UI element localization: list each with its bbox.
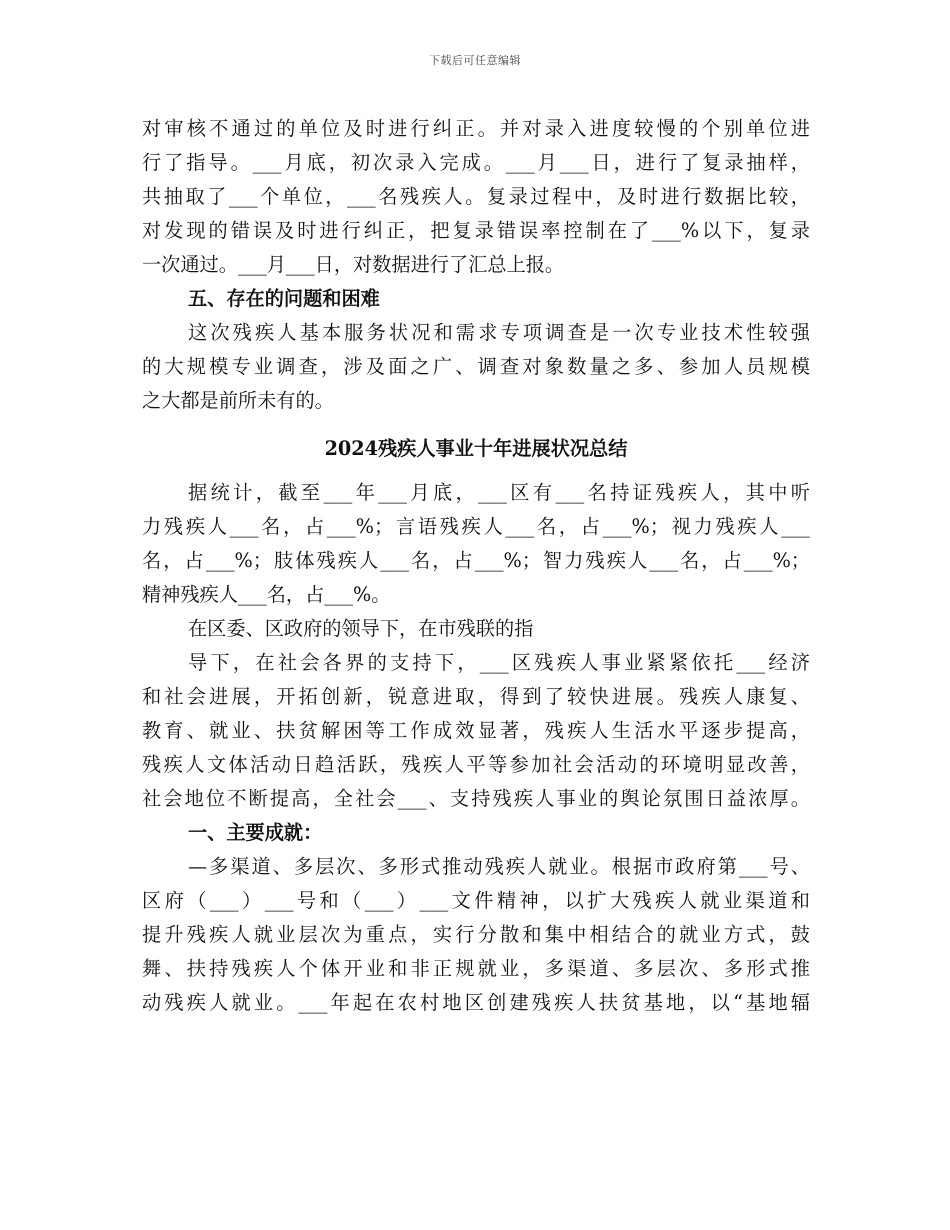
- paragraph-line: 据统计，截至___年___月底，___区有___名持证残疾人，其中听: [188, 481, 810, 504]
- paragraph-line: 在区委、区政府的领导下，在市残联的指: [188, 617, 534, 640]
- paragraph-line: 对审核不通过的单位及时进行纠正。并对录入进度较慢的个别单位进: [142, 117, 810, 140]
- paragraph-line: 精神残疾人___名，占___%。: [142, 583, 391, 606]
- paragraph-line: —多渠道、多层次、多形式推动残疾人就业。根据市政府第___号、: [188, 855, 810, 878]
- paragraph-line: 残疾人文体活动日趋活跃，残疾人平等参加社会活动的环境明显改善，: [142, 753, 810, 776]
- paragraph-line: 动残疾人就业。___年起在农村地区创建残疾人扶贫基地，以“基地辐: [142, 991, 810, 1014]
- paragraph-line: 导下，在社会各界的支持下，___区残疾人事业紧紧依托___经济: [188, 651, 810, 674]
- document-body: [142, 112, 810, 1020]
- paragraph-line: 和社会进展，开拓创新，锐意进取，得到了较快进展。残疾人康复、: [142, 685, 810, 708]
- section-heading: 一、主要成就：: [188, 821, 323, 844]
- document-title: 2024残疾人事业十年进展状况总结: [324, 437, 628, 460]
- paragraph-line: 这次残疾人基本服务状况和需求专项调查是一次专业技术性较强: [188, 321, 810, 344]
- paragraph-line: 的大规模专业调查，涉及面之广、调查对象数量之多、参加人员规模: [142, 355, 810, 378]
- paragraph-line: 行了指导。___月底，初次录入完成。___月___日，进行了复录抽样，: [142, 151, 810, 174]
- paragraph-line: 教育、就业、扶贫解困等工作成效显著，残疾人生活水平逐步提高，: [142, 719, 810, 742]
- paragraph-line: 之大都是前所未有的。: [142, 389, 334, 412]
- paragraph-line: 对发现的错误及时进行纠正，把复录错误率控制在了___%以下，复录: [142, 219, 810, 242]
- paragraph-line: 名，占___%；肢体残疾人___名，占___%；智力残疾人___名，占___%；: [142, 549, 810, 572]
- page-header: 下载后可任意编辑: [429, 54, 521, 67]
- paragraph-line: 力残疾人___名，占___%；言语残疾人___名，占___%；视力残疾人___: [142, 515, 810, 538]
- paragraph-line: 区府（___）___号和（___）___文件精神，以扩大残疾人就业渠道和: [142, 889, 810, 912]
- section-heading: 五、存在的问题和困难: [188, 287, 380, 310]
- paragraph-line: 共抽取了___个单位，___名残疾人。复录过程中，及时进行数据比较，: [142, 185, 810, 208]
- paragraph-line: 提升残疾人就业层次为重点，实行分散和集中相结合的就业方式，鼓: [142, 923, 810, 946]
- paragraph-line: 一次通过。___月___日，对数据进行了汇总上报。: [142, 253, 565, 276]
- paragraph-line: 社会地位不断提高，全社会___、支持残疾人事业的舆论氛围日益浓厚。: [142, 787, 810, 810]
- paragraph-line: 舞、扶持残疾人个体开业和非正规就业，多渠道、多层次、多形式推: [142, 957, 810, 980]
